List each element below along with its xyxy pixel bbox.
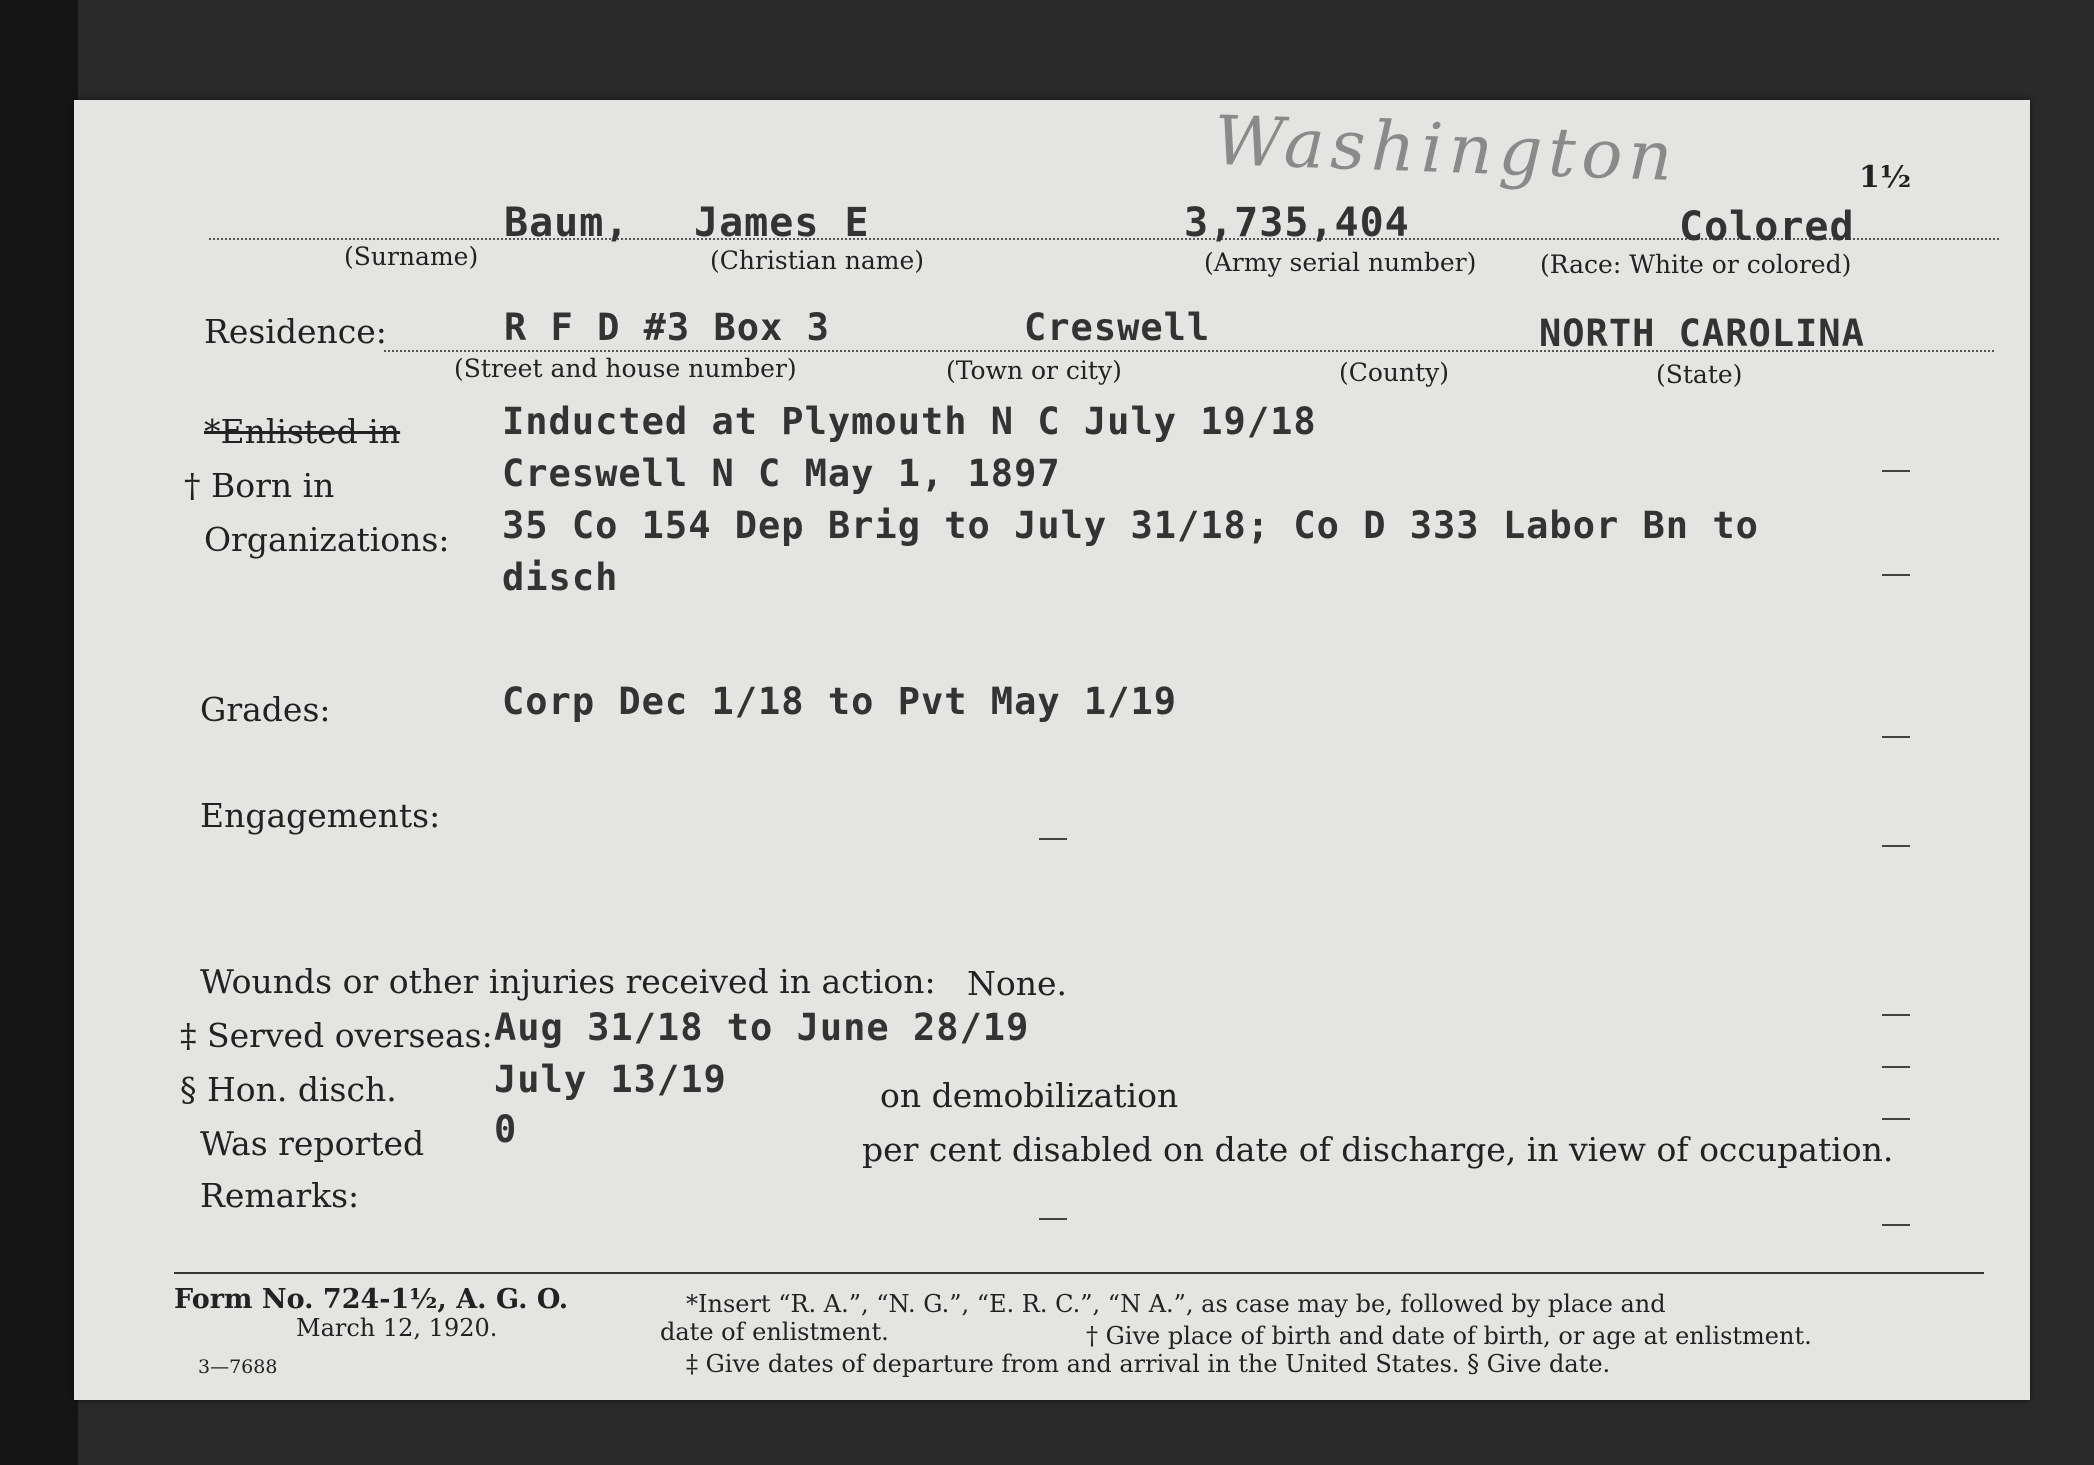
- footer-rule: [174, 1272, 1984, 1274]
- hon-disch-value: July 13/19: [494, 1058, 727, 1101]
- town-value: Creswell: [1024, 306, 1211, 349]
- enlisted-value: Inducted at Plymouth N C July 19/18: [502, 400, 1317, 443]
- served-overseas-label: ‡ Served overseas:: [180, 1016, 493, 1055]
- footnote-enlistment: *Insert “R. A.”, “N. G.”, “E. R. C.”, “N A.”, as case may be, followed by place and: [686, 1290, 1666, 1318]
- margin-dash: [1882, 845, 1910, 847]
- race-value: Colored: [1679, 204, 1855, 250]
- margin-dash: [1882, 1014, 1910, 1016]
- surname-value: Baum,: [504, 200, 630, 246]
- organizations-value-line1: 35 Co 154 Dep Brig to July 31/18; Co D 333 Labor Bn to: [502, 504, 1759, 547]
- town-caption: (Town or city): [946, 356, 1122, 385]
- center-dash: [1039, 1218, 1067, 1220]
- form-number: Form No. 724-1½, A. G. O.: [174, 1284, 569, 1315]
- enlisted-label: *Enlisted in: [204, 412, 401, 451]
- handwritten-state: Washington: [1212, 101, 1680, 198]
- wounds-label: Wounds or other injuries received in action:: [200, 962, 936, 1001]
- disabled-text: per cent disabled on date of discharge, in view of occupation.: [862, 1130, 1894, 1169]
- serial-number-value: 3,735,404: [1184, 200, 1410, 246]
- wounds-value: None.: [967, 964, 1068, 1003]
- print-code: 3—7688: [198, 1356, 278, 1378]
- grades-value: Corp Dec 1/18 to Pvt May 1/19: [502, 680, 1178, 723]
- state-value: NORTH CAROLINA: [1539, 312, 1865, 355]
- remarks-label: Remarks:: [200, 1176, 360, 1215]
- was-reported-label: Was reported: [200, 1124, 425, 1163]
- race-caption: (Race: White or colored): [1540, 250, 1852, 279]
- served-overseas-value: Aug 31/18 to June 28/19: [494, 1006, 1030, 1049]
- grades-label: Grades:: [200, 690, 331, 729]
- was-reported-value: 0: [494, 1108, 518, 1151]
- engagements-label: Engagements:: [200, 796, 441, 835]
- hon-disch-label: § Hon. disch.: [180, 1070, 397, 1109]
- organizations-value-line2: disch: [502, 556, 619, 599]
- footnote-overseas: ‡ Give dates of departure from and arrival in the United States. § Give date.: [686, 1350, 1611, 1378]
- margin-dash: [1882, 1118, 1910, 1120]
- christian-name-value: James E: [694, 200, 870, 246]
- margin-dash: [1882, 470, 1910, 472]
- street-caption: (Street and house number): [454, 354, 797, 383]
- state-caption: (State): [1656, 360, 1743, 389]
- hon-disch-note: on demobilization: [880, 1076, 1179, 1115]
- record-card: [74, 100, 2030, 1400]
- margin-dash: [1882, 574, 1910, 576]
- surname-caption: (Surname): [344, 242, 479, 271]
- center-dash: [1039, 838, 1067, 840]
- county-caption: (County): [1339, 358, 1450, 387]
- organizations-label: Organizations:: [204, 520, 450, 559]
- born-label: † Born in: [184, 466, 335, 505]
- footnote-birth: † Give place of birth and date of birth, or age at enlistment.: [1086, 1322, 1812, 1350]
- margin-dash: [1882, 1066, 1910, 1068]
- born-value: Creswell N C May 1, 1897: [502, 452, 1061, 495]
- corner-number: 1½: [1859, 160, 1912, 195]
- christian-name-caption: (Christian name): [710, 246, 925, 275]
- form-date: March 12, 1920.: [296, 1314, 498, 1342]
- residence-label: Residence:: [204, 312, 387, 351]
- street-value: R F D #3 Box 3: [504, 306, 830, 349]
- margin-dash: [1882, 736, 1910, 738]
- scan-background: [0, 0, 78, 1465]
- margin-dash: [1882, 1224, 1910, 1226]
- footnote-enlistment-cont: date of enlistment.: [660, 1318, 889, 1346]
- serial-number-caption: (Army serial number): [1204, 248, 1477, 277]
